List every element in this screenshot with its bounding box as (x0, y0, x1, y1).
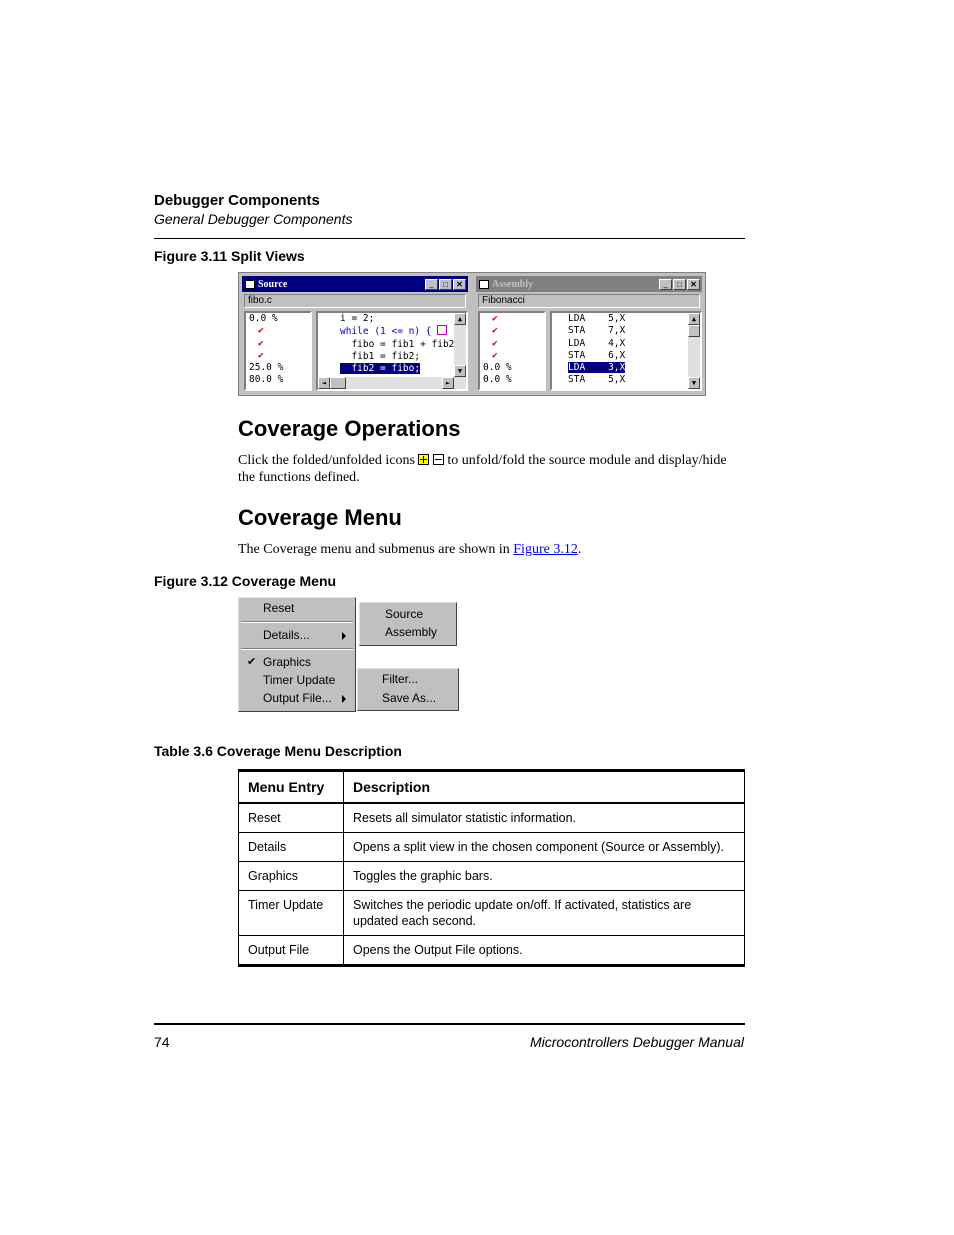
minimize-icon[interactable]: _ (659, 279, 672, 290)
table-row (239, 936, 745, 966)
scroll-up-icon[interactable]: ▲ (454, 313, 466, 325)
coverage-value: 0.0 % (483, 374, 512, 386)
footer-rule (154, 1023, 745, 1025)
assembly-titlebar[interactable] (476, 276, 702, 292)
menu-item-graphics[interactable]: Graphics (263, 655, 312, 669)
coverage-value: 25.0 % (249, 362, 284, 374)
description-cell: Resets all simulator statistic information. (344, 803, 745, 833)
scroll-up-icon[interactable]: ▲ (688, 313, 700, 325)
menu-item-details[interactable]: Details... (263, 628, 310, 642)
table-row (239, 891, 745, 936)
asm-arg: 5,X (608, 313, 626, 324)
source-titlebar[interactable] (242, 276, 468, 292)
scroll-down-icon[interactable]: ▼ (454, 365, 466, 377)
coverage-operations-text (238, 452, 744, 486)
menu-entry-cell: Graphics (239, 862, 344, 891)
page-number: 74 (154, 1034, 170, 1050)
menu-item-reset[interactable]: Reset (263, 601, 295, 615)
coverage-value: 0.0 % (483, 362, 512, 374)
highlighted-code: fib2 = fibo; (340, 363, 421, 375)
source-module-bar: fibo.c (244, 294, 466, 308)
section-subtitle: General Debugger Components (154, 211, 353, 227)
assembly-module-bar: Fibonacci (478, 294, 700, 308)
close-icon[interactable]: ✕ (453, 279, 466, 290)
check-icon: ✔ (492, 349, 498, 361)
table-row (239, 833, 745, 862)
check-icon: ✔ (492, 337, 498, 349)
vertical-scrollbar[interactable] (454, 313, 466, 389)
table-row (239, 862, 745, 891)
fold-minus-icon (433, 454, 444, 465)
source-window-title: Source (258, 278, 288, 290)
column-header-description: Description (344, 771, 745, 804)
highlighted-asm (568, 362, 625, 373)
check-icon: ✔ (247, 656, 257, 668)
maximize-icon[interactable]: □ (673, 279, 686, 290)
scroll-left-icon[interactable]: ◄ (318, 377, 330, 389)
scroll-thumb[interactable] (330, 377, 346, 389)
code-line (318, 363, 466, 375)
source-coverage-pane (244, 311, 312, 391)
section-title: Debugger Components (154, 192, 320, 209)
asm-op: STA (568, 349, 586, 361)
scroll-thumb[interactable] (688, 325, 700, 337)
split-views-screenshot (238, 272, 706, 396)
asm-arg: 3,X (608, 362, 626, 374)
asm-line (552, 362, 700, 374)
menu-entry-cell: Timer Update (239, 891, 344, 936)
window-icon (479, 280, 489, 289)
menu-item-output-file[interactable]: Output File... (263, 691, 332, 705)
asm-line (552, 374, 700, 386)
header-rule (154, 238, 745, 239)
code-line (318, 325, 466, 338)
code-line: fib1 = fib2; (340, 350, 421, 362)
scroll-down-icon[interactable]: ▼ (688, 377, 700, 389)
check-icon: ✔ (492, 325, 498, 337)
check-icon: ✔ (492, 313, 498, 324)
submenu-item-filter[interactable]: Filter... (382, 672, 419, 686)
window-icon (245, 280, 255, 289)
assembly-window-title: Assembly (492, 278, 534, 290)
asm-arg: 7,X (608, 325, 626, 337)
menu-separator (241, 648, 353, 650)
source-window (241, 275, 469, 393)
table-caption: Table 3.6 Coverage Menu Description (154, 743, 402, 759)
description-cell: Toggles the graphic bars. (344, 862, 745, 891)
assembly-coverage-pane (478, 311, 546, 391)
check-icon: ✔ (258, 349, 264, 361)
output-file-submenu (357, 668, 459, 711)
table-header-row (239, 771, 745, 804)
assembly-window (475, 275, 703, 393)
asm-line (552, 313, 700, 325)
description-cell: Opens the Output File options. (344, 936, 745, 966)
fold-marker-icon[interactable] (437, 325, 447, 335)
menu-item-timer-update[interactable]: Timer Update (263, 673, 336, 687)
table-row (239, 803, 745, 833)
close-icon[interactable]: ✕ (687, 279, 700, 290)
coverage-menu-heading: Coverage Menu (238, 505, 402, 530)
details-submenu (359, 602, 457, 646)
asm-line (552, 338, 700, 350)
horizontal-scrollbar[interactable] (318, 377, 454, 389)
code-line: fibo = fib1 + fib2 (340, 338, 455, 350)
coverage-operations-text-before: Click the folded/unfolded icons (238, 453, 415, 468)
code-line: i = 2; (340, 313, 375, 324)
coverage-menu-text-after: . (577, 542, 582, 557)
asm-op: STA (568, 325, 586, 337)
column-header-menu-entry: Menu Entry (239, 771, 344, 804)
check-icon: ✔ (258, 325, 264, 337)
description-cell: Switches the periodic update on/off. If activated, statistics are updated each second. (344, 891, 745, 936)
figure-caption-coverage-menu: Figure 3.12 Coverage Menu (154, 573, 337, 589)
unfold-plus-icon (418, 454, 429, 465)
submenu-arrow-icon (342, 632, 346, 640)
vertical-scrollbar[interactable] (688, 313, 700, 389)
coverage-menu-text (238, 541, 744, 558)
figure-3-12-link[interactable]: Figure 3.12 (513, 542, 578, 557)
asm-op: LDA (568, 362, 586, 374)
minimize-icon[interactable]: _ (425, 279, 438, 290)
check-icon: ✔ (258, 337, 264, 349)
scroll-right-icon[interactable]: ► (442, 377, 454, 389)
asm-arg: 4,X (608, 337, 626, 349)
source-code-pane (316, 311, 468, 391)
manual-title: Microcontrollers Debugger Manual (530, 1034, 744, 1050)
menu-entry-cell: Output File (239, 936, 344, 966)
asm-arg: 6,X (608, 349, 626, 361)
maximize-icon[interactable]: □ (439, 279, 452, 290)
menu-entry-cell: Reset (239, 803, 344, 833)
coverage-operations-text-line2: the functions defined. (238, 470, 360, 485)
asm-op: LDA (568, 313, 586, 324)
description-cell: Opens a split view in the chosen component (Source or Assembly). (344, 833, 745, 862)
coverage-menu-description-table (238, 769, 745, 967)
coverage-operations-text-after: to unfold/fold the source module and display/hide (447, 453, 727, 468)
code-line-text: while (1 <= n) { (340, 326, 432, 338)
coverage-value: 0.0 % (249, 313, 278, 324)
figure-caption-split-views: Figure 3.11 Split Views (154, 248, 305, 264)
submenu-item-source[interactable]: Source (385, 607, 424, 621)
asm-line (552, 350, 700, 362)
coverage-main-menu (238, 597, 356, 712)
asm-op: STA (568, 374, 586, 386)
asm-line (552, 325, 700, 337)
submenu-item-save-as[interactable]: Save As... (382, 691, 437, 705)
coverage-value: 80.0 % (249, 374, 284, 386)
assembly-code-pane (550, 311, 702, 391)
asm-op: LDA (568, 337, 586, 349)
submenu-item-assembly[interactable]: Assembly (385, 625, 438, 639)
asm-arg: 5,X (608, 374, 626, 386)
coverage-operations-heading: Coverage Operations (238, 416, 461, 441)
menu-entry-cell: Details (239, 833, 344, 862)
menu-separator (241, 621, 353, 623)
coverage-menu-text-before: The Coverage menu and submenus are shown in (238, 542, 514, 557)
submenu-arrow-icon (342, 695, 346, 703)
